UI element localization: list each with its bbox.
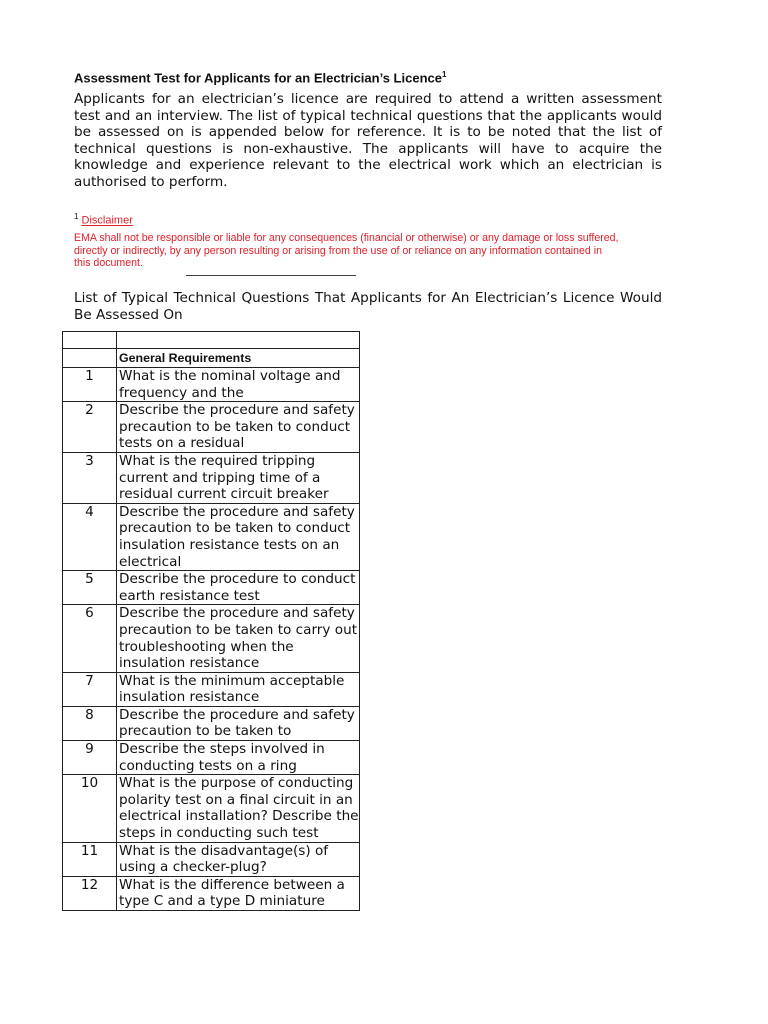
question-number: 3	[63, 452, 117, 503]
disclaimer-link[interactable]: Disclaimer	[81, 214, 133, 227]
question-text: What is the purpose of conducting polarity test on a final circuit in an electrical installation? Describe the steps in conducting such test	[119, 775, 359, 842]
footnote-label	[74, 212, 133, 227]
question-cell	[117, 876, 360, 910]
question-number: 8	[63, 706, 117, 740]
section-header: General Requirements	[117, 349, 360, 368]
table-row	[63, 842, 360, 876]
question-cell	[117, 571, 360, 605]
question-number: 5	[63, 571, 117, 605]
question-number: 12	[63, 876, 117, 910]
question-text: What is the difference between a type C and a type D miniature	[119, 876, 345, 910]
question-number: 1	[63, 368, 117, 402]
document-title: Assessment Test for Applicants for an Electrician’s Licence$^1$	[74, 70, 447, 86]
question-number: 11	[63, 842, 117, 876]
question-number: 6	[63, 605, 117, 672]
table-blank-row	[63, 332, 360, 349]
table-row	[63, 706, 360, 740]
footnote-divider	[186, 275, 356, 276]
table-row	[63, 452, 360, 503]
question-cell	[117, 452, 360, 503]
question-cell	[117, 672, 360, 706]
question-number: 7	[63, 672, 117, 706]
question-text: Describe the procedure to conduct earth resistance test	[119, 571, 356, 604]
question-text: Describe the procedure and safety precaution to be taken to conduct insulation resistance tests on an electrical	[119, 503, 355, 570]
table-row	[63, 775, 360, 842]
question-cell	[117, 842, 360, 876]
question-cell	[117, 741, 360, 775]
list-heading: List of Typical Technical Questions That Applicants for An Electrician’s Licence Would Be Assessed On	[74, 290, 662, 323]
table-row	[63, 672, 360, 706]
disclaimer-text: EMA shall not be responsible or liable for any consequences (financial or otherwise) or any damage or loss suffered, directly or indirectly, by any person resulting or arising from the use of or reliance on any information contained in this document.	[74, 232, 619, 270]
question-cell	[117, 503, 360, 570]
question-text: Describe the procedure and safety precaution to be taken to carry out troubleshooting when the insulation resistance	[119, 605, 358, 672]
question-text: What is the minimum acceptable insulation resistance	[119, 672, 345, 706]
table-cell	[117, 332, 360, 349]
table-row	[63, 368, 360, 402]
question-text: Describe the steps involved in conducting tests on a ring	[119, 741, 325, 774]
table-header-row	[63, 349, 360, 368]
question-text: What is the disadvantage(s) of using a checker-plug?	[119, 842, 329, 876]
question-cell	[117, 706, 360, 740]
question-number: 10	[63, 775, 117, 842]
question-number: 2	[63, 402, 117, 453]
question-text: Describe the procedure and safety precaution to be taken to	[119, 706, 355, 740]
question-cell	[117, 605, 360, 672]
question-cell	[117, 775, 360, 842]
question-number: 4	[63, 503, 117, 570]
table-row	[63, 571, 360, 605]
table-cell	[63, 349, 117, 368]
table-row	[63, 402, 360, 453]
intro-paragraph: Applicants for an electrician’s licence are required to attend a written assessment test and an interview. The list of typical technical questions that the applicants would be assessed on is appended below for reference. It is to be noted that the list of technical questions is non-exhaustive. The applicants will have to acquire the knowledge and experience relevant to the electrical work which an electrician is authorised to perform.	[74, 91, 662, 190]
table-row	[63, 741, 360, 775]
questions-table	[62, 331, 360, 911]
footnote-number: 1	[74, 212, 79, 221]
question-text: What is the nominal voltage and frequency and the	[119, 368, 341, 401]
question-text: What is the required tripping current and tripping time of a residual current circuit breaker	[119, 452, 329, 503]
title-footnote-mark: 1	[441, 70, 447, 79]
table-row	[63, 876, 360, 910]
table-row	[63, 605, 360, 672]
question-cell	[117, 402, 360, 453]
question-text: Describe the procedure and safety precaution to be taken to conduct tests on a residual	[119, 402, 355, 452]
table-cell	[63, 332, 117, 349]
table-row	[63, 503, 360, 570]
question-number: 9	[63, 741, 117, 775]
question-cell	[117, 368, 360, 402]
